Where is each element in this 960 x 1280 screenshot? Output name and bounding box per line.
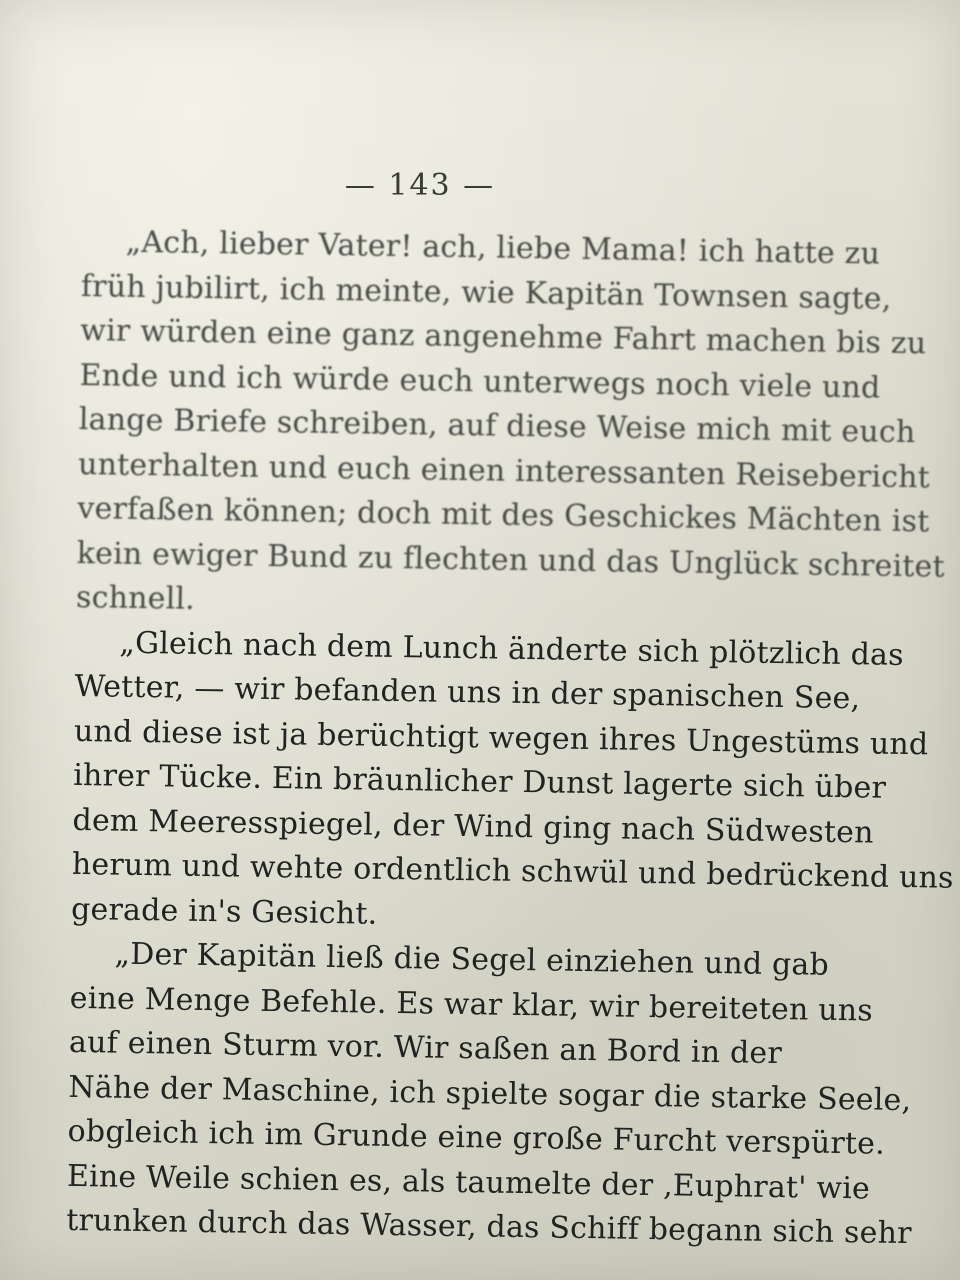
text-line: „Gleich nach dem Lunch änderte sich plötzlich das: [119, 625, 905, 673]
text-line: auf einen Sturm vor. Wir saßen an Bord in der: [68, 1024, 783, 1072]
text-line: gerade in's Gesicht.: [70, 891, 378, 932]
text-line: Wetter, — wir befanden uns in der spanischen See,: [74, 668, 861, 717]
text-line: und diese ist ja berüchtigt wegen ihres Ungestüms und: [73, 713, 929, 762]
text-line: unterhalten und euch einen interessanten Reisebericht: [77, 446, 931, 495]
text-line: eine Menge Befehle. Es war klar, wir bereiteten uns: [69, 980, 874, 1029]
text-line: ihrer Tücke. Ein bräunlicher Dunst lagerte sich über: [72, 757, 887, 806]
text-line: „Ach, lieber Vater! ach, liebe Mama! ich hatte zu: [125, 224, 881, 272]
text-line: dem Meeresspiegel, der Wind ging nach Südwesten: [72, 802, 874, 851]
text-line: kein ewiger Bund zu flechten und das Unglück schreitet: [76, 535, 946, 585]
text-line: obgleich ich im Grunde eine große Furcht verspürte.: [67, 1113, 886, 1162]
paragraph-1: [75, 220, 946, 632]
paragraph-3: [66, 932, 912, 1255]
page-number: — 143 —: [344, 168, 496, 203]
text-line: herum und wehte ordentlich schwül und bedrückend uns: [71, 846, 954, 896]
text-line: Eine Weile schien es, als taumelte der ‚Euphrat' wie: [66, 1158, 871, 1206]
text-line: verfaßen können; doch mit des Geschickes Mächten ist: [77, 490, 930, 540]
text-line: wir würden eine ganz angenehme Fahrt machen bis zu: [79, 312, 927, 362]
paragraph-2: [70, 620, 954, 943]
text-line: Ende und ich würde euch unterwegs noch viele und: [79, 357, 881, 406]
text-line: Nähe der Maschine, ich spielte sogar die starke Seele,: [68, 1069, 912, 1118]
text-line: trunken durch das Wasser, das Schiff begann sich sehr: [66, 1202, 912, 1252]
body-text: [66, 220, 954, 1254]
text-line: früh jubilirt, ich meinte, wie Kapitän Townsen sagte,: [80, 268, 892, 317]
text-line: schnell.: [75, 579, 196, 617]
text-line: lange Briefe schreiben, auf diese Weise mich mit euch: [78, 401, 916, 451]
text-line: „Der Kapitän ließ die Segel einziehen und gab: [114, 936, 830, 983]
